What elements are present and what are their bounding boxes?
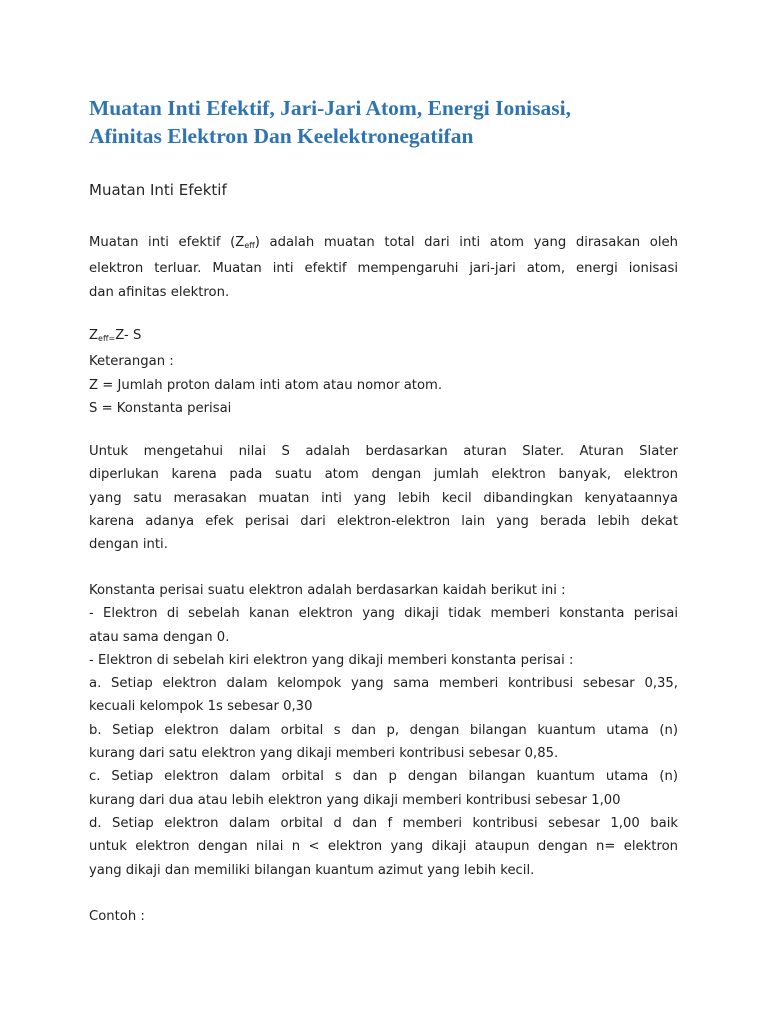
paragraph-line: elektron terluar. Muatan inti efektif mempengaruhi jari-jari atom, energi ionisasi [89, 261, 678, 277]
paragraph-line: dengan inti. [89, 537, 168, 553]
document-title [89, 94, 689, 150]
paragraph-line: Untuk mengetahui nilai S adalah berdasarkan aturan Slater. Aturan Slater [89, 444, 678, 459]
paragraph-line: diperlukan karena pada suatu atom dengan jumlah elektron banyak, elektron [89, 467, 678, 483]
subscript-eff: eff= [98, 334, 116, 343]
rule-line: kurang dari dua atau lebih elektron yang dikaji memberi kontribusi sebesar 1,00 [89, 792, 621, 808]
rule-line: b. Setiap elektron dalam orbital s dan p, dengan bilangan kuantum utama (n) [89, 722, 678, 738]
subscript-eff: eff [244, 241, 255, 250]
formula-block [89, 324, 678, 420]
rule-line: - Elektron di sebelah kanan elektron yang dikaji tidak memberi konstanta perisai [89, 606, 678, 622]
rules-block [89, 579, 678, 882]
section-heading: Muatan Inti Efektif [89, 181, 227, 199]
rule-line: yang dikaji dan memiliki bilangan kuantum azimut yang lebih kecil. [89, 862, 535, 878]
title-line-1: Muatan Inti Efektif, Jari-Jari Atom, Energi Ionisasi, [89, 96, 571, 120]
paragraph-definition [89, 231, 678, 304]
paragraph-line: dan afinitas elektron. [89, 284, 230, 300]
contoh-label: Contoh : [89, 909, 145, 924]
contoh-block [89, 905, 678, 928]
rule-line: c. Setiap elektron dalam orbital s dan p dengan bilangan kuantum utama (n) [89, 769, 678, 785]
rule-line: atau sama dengan 0. [89, 629, 230, 645]
paragraph-line: yang satu merasakan muatan inti yang lebih kecil dibandingkan kenyataannya [89, 490, 678, 506]
paragraph-line: Muatan inti efektif $(Z_{eff})$ adalah muatan total dari inti atom yang dirasakan oleh [89, 235, 678, 250]
keterangan-z: Z = Jumlah proton dalam inti atom atau nomor atom. [89, 377, 443, 393]
keterangan-s: S = Konstanta perisai [89, 400, 232, 416]
rule-line: kecuali kelompok 1s sebesar 0,30 [89, 699, 313, 715]
rule-line: kurang dari satu elektron yang dikaji memberi kontribusi sebesar 0,85. [89, 746, 559, 762]
rules-intro: Konstanta perisai suatu elektron adalah berdasarkan kaidah berikut ini : [89, 583, 566, 598]
keterangan-label: Keterangan : [89, 354, 174, 370]
paragraph-line: karena adanya efek perisai dari elektron-elektron lain yang berada lebih dekat [89, 513, 678, 529]
rule-line: a. Setiap elektron dalam kelompok yang sama memberi kontribusi sebesar 0,35, [89, 676, 678, 692]
rule-line: d. Setiap elektron dalam orbital d dan f memberi kontribusi sebesar 1,00 baik [89, 815, 678, 831]
formula: $Z_{eff=}Z-$ S [89, 328, 142, 343]
rule-line: untuk elektron dengan nilai n < elektron yang dikaji ataupun dengan n= elektron [89, 839, 678, 855]
title-line-2: Afinitas Elektron Dan Keelektronegatifan [89, 124, 474, 148]
rule-line: - Elektron di sebelah kiri elektron yang dikaji memberi konstanta perisai : [89, 652, 574, 668]
paragraph-slater [89, 440, 678, 556]
